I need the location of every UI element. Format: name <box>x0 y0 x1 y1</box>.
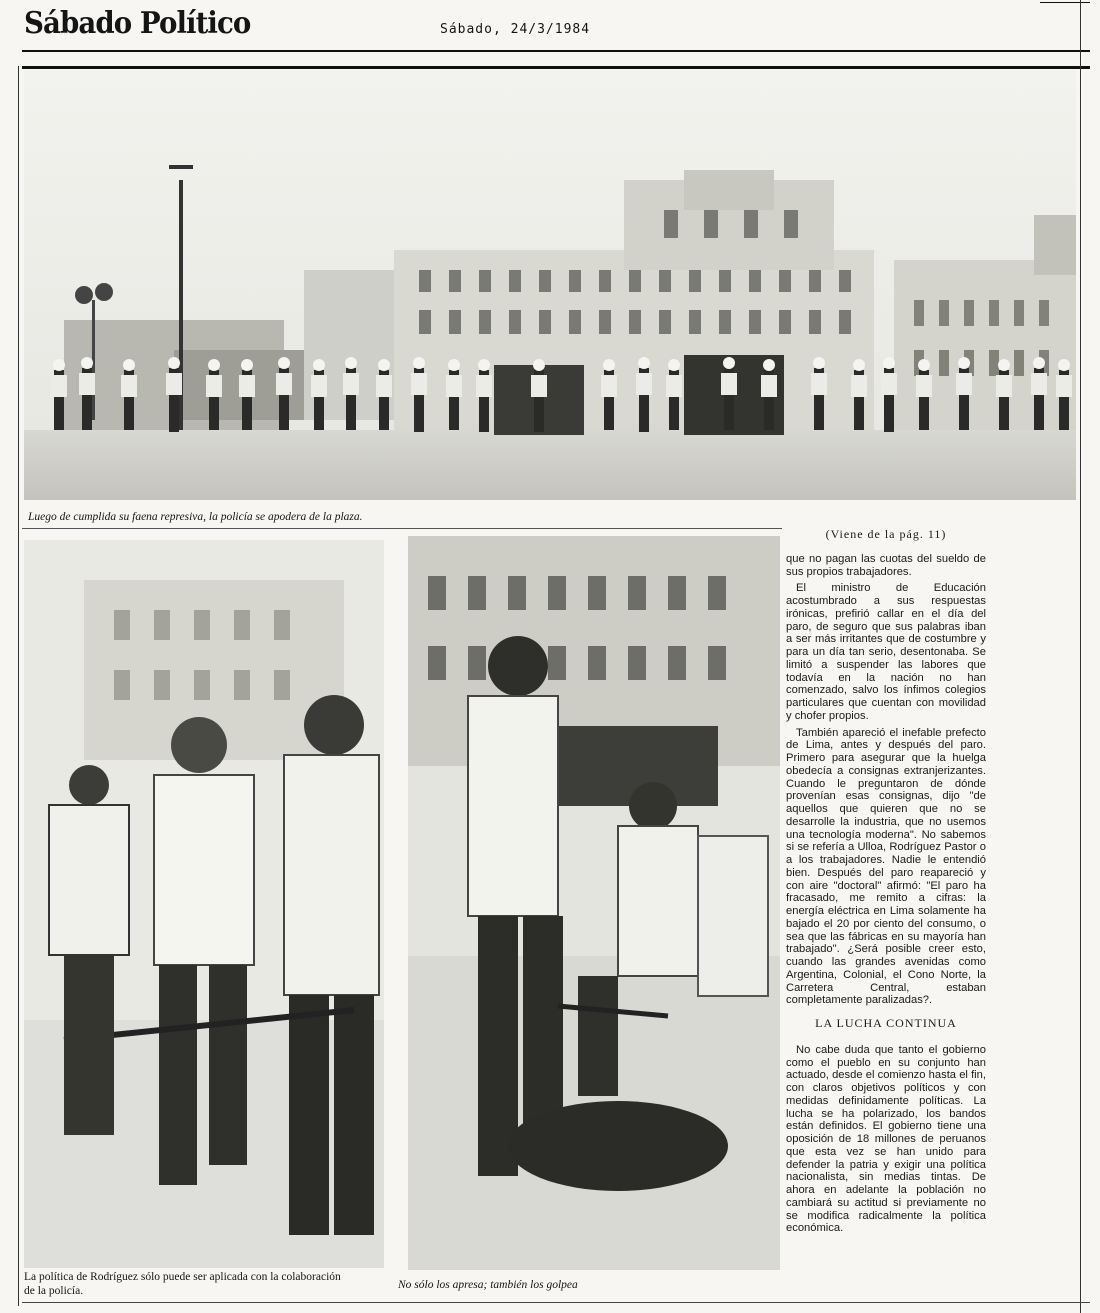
article-paragraph: El ministro de Educación acostumbrado a sus respuestas irónicas, prefirió callar en el día del paro, de seguro que sus palabras iban a ser más irritantes que de costumbre y para un día tan serio, desentonaba. Se limitó a suspender las labores que todavía en la nación no han comenzado, salvo los ínfimos colegios particulares que cuentan con movilidad y chofer propios. <box>786 582 986 722</box>
article-paragraph: que no pagan las cuotas del sueldo de sus propios trabajadores. <box>786 552 986 578</box>
arrest-photo-caption: La política de Rodríguez sólo puede ser aplicada con la colaboración de la policía. <box>24 1271 341 1297</box>
photo-top-rule <box>22 66 1090 69</box>
page-bottom-rule <box>22 1302 1090 1303</box>
plaza-photo-caption: Luego de cumplida su faena represiva, la policía se apodera de la plaza. <box>28 511 363 523</box>
right-margin-line <box>1080 0 1081 1313</box>
right-border-rule <box>1040 2 1090 3</box>
arrest-photo <box>24 540 384 1268</box>
section-title: Sábado Político <box>24 6 251 41</box>
issue-date: Sábado, 24/3/1984 <box>440 22 591 37</box>
photo-divider-rule <box>22 528 782 529</box>
plaza-photo <box>24 70 1076 500</box>
beating-photo <box>408 536 780 1270</box>
article-column <box>786 528 986 1239</box>
masthead-rule <box>22 50 1090 52</box>
article-subhead: LA LUCHA CONTINUA <box>815 1016 957 1030</box>
article-paragraph: No cabe duda que tanto el gobierno como el pueblo en su conjunto han actuado, desde el comienzo hasta el fin, con claros objetivos políticos y con medidas definidamente políticas. La lucha se ha polarizado, los bandos están definidos. El gobierno tiene una oposición de 18 millones de peruanos que esta vez se han unido para defender la patria y exigir una política nacionalista, sin medias tintas. De ahora en adelante la población no cambiará su actitud si previamente no se modifica radicalmente la política económica. <box>786 1043 986 1235</box>
left-margin-line <box>18 66 19 1306</box>
beating-photo-caption: No sólo los apresa; también los golpea <box>398 1279 578 1291</box>
article-paragraph: También apareció el inefable prefecto de Lima, antes y después del paro. Primero para asegurar que la huelga obedecía a consignas extranjerizantes. Cuando le preguntaron de dónde provenían esas consignas, dijo "de aquellos que quieren que no se desarrolle la industria, que no usemos una tecnología moderna". No sabemos si se refería a Ulloa, Rodríguez Pastor o a los trabajadores. Nadie le entendió bien. Después del paro reapareció y con aire "doctoral" afirmó: "El paro ha fracasado, me remito a cifras: la energía eléctrica en Lima solamente ha bajado el 20 por ciento del consumo, o sea que las fábricas en su mayoría han trabajado". ¿Será posible creer esto, cuando las grandes avenidas como Argentina, Colonial, el Cono Norte, la Carretera Central, estaban completamente paralizadas?. <box>786 726 986 1007</box>
continued-from-note: (Viene de la pág. 11) <box>825 527 947 541</box>
